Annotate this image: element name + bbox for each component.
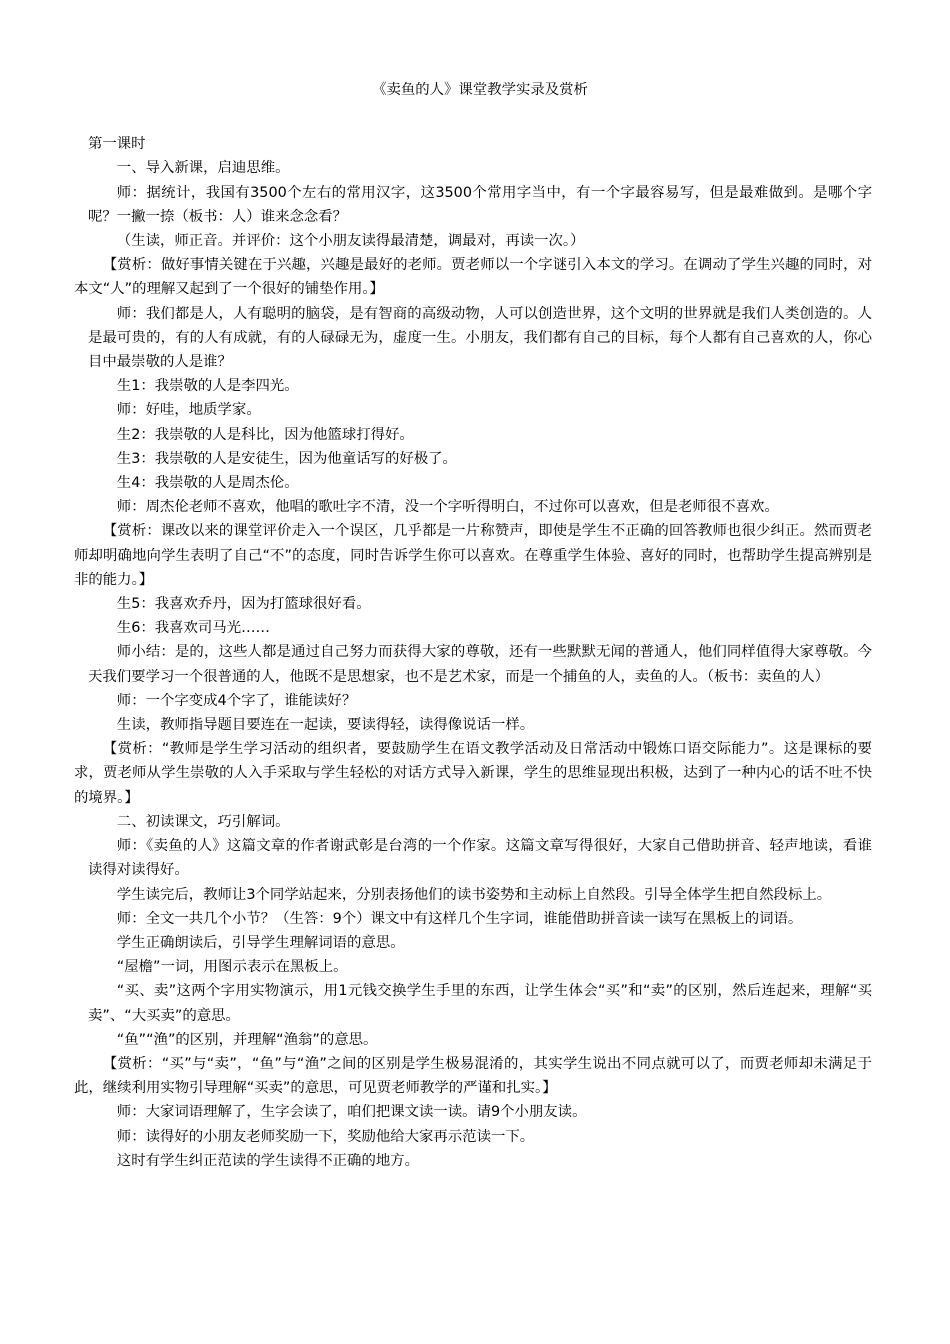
- paragraph: “买、卖”这两个字用实物演示，用1元钱交换学生手里的东西，让学生体会“买”和“卖”的区别，然后连起来，理解“买卖”、“大买卖”的意思。: [88, 983, 872, 1024]
- paragraph: 这时有学生纠正范读的学生读得不正确的地方。: [116, 1152, 420, 1169]
- paragraph: 生2：我崇敬的人是科比，因为他篮球打得好。: [116, 426, 414, 443]
- paragraph: 师：好哇，地质学家。: [116, 402, 261, 419]
- paragraph: 师：大家词语理解了，生字会读了，咱们把课文读一读。请9个小朋友读。: [116, 1104, 587, 1121]
- document-page: [74, 78, 872, 1173]
- commentary-paragraph: 【赏析：“买”与“卖”，“鱼”与“渔”之间的区别是学生极易混淆的，其实学生说出不同点就可以了，而贾老师却未满足于此，继续利用实物引导理解“买卖”的意思，可见贾老师教学的严谨和扎实。】: [74, 1055, 872, 1097]
- paragraph: 生4：我崇敬的人是周杰伦。: [116, 475, 299, 492]
- paragraph: 学生读完后，教师让3个同学站起来，分别表扬他们的读书姿势和主动标上自然段。引导全体学生把自然段标上。: [116, 886, 832, 903]
- paragraph: 生3：我崇敬的人是安徒生，因为他童话写的好极了。: [116, 450, 457, 467]
- paragraph: 师：周杰伦老师不喜欢，他唱的歌吐字不清，没一个字听得明白，不过你可以喜欢，但是老师很不喜欢。: [116, 499, 779, 516]
- commentary-paragraph: 【赏析：“教师是学生学习活动的组织者，要鼓励学生在语文教学活动及日常活动中锻炼口语交际能力”。这是课标的要求，贾老师从学生崇敬的人入手采取与学生轻松的对话方式导入新课，学生的思维显现出积极，达到了一种内心的话不吐不快的境界。】: [74, 741, 872, 806]
- paragraph: “屋檐”一词，用图示表示在黑板上。: [116, 959, 348, 976]
- paragraph: （生读，师正音。并评价：这个小朋友读得最清楚，调最对，再读一次。）: [116, 233, 585, 250]
- paragraph: 师：我们都是人，人有聪明的脑袋，是有智商的高级动物，人可以创造世界，这个文明的世界就是我们人类创造的。人是最可贵的，有的人有成就，有的人碌碌无为，虚度一生。小朋友，我们都有自己的目标，每个人都有自己喜欢的人，你心目中最崇敬的人是谁？: [88, 305, 872, 371]
- document-body: [74, 132, 872, 1173]
- document-title: 《卖鱼的人》课堂教学实录及赏析: [372, 82, 588, 98]
- paragraph: 生1：我崇敬的人是李四光。: [116, 378, 299, 395]
- paragraph: 第一课时: [88, 136, 146, 153]
- paragraph: 师：一个字变成4个字了，谁能读好？: [116, 692, 357, 709]
- paragraph: “鱼”“渔”的区别，并理解“渔翁”的意思。: [116, 1031, 378, 1048]
- paragraph: 生6：我喜欢司马光……: [116, 620, 270, 637]
- paragraph: 师：读得好的小朋友老师奖励一下，奖励他给大家再示范读一下。: [116, 1128, 535, 1145]
- paragraph: 师：据统计，我国有3500个左右的常用汉字，这3500个常用字当中，有一个字最容易写，但是最难做到。是哪个字呢？一撇一捺（板书：人）谁来念念看？: [88, 184, 872, 225]
- paragraph: 生读，教师指导题目要连在一起读，要读得轻，读得像说话一样。: [116, 717, 535, 734]
- paragraph: 师小结：是的，这些人都是通过自己努力而获得大家的尊敬，还有一些默默无闻的普通人，他们同样值得大家尊敬。今天我们要学习一个很普通的人，他既不是思想家，也不是艺术家，而是一个捕鱼的人，卖鱼的人。（板书：卖鱼的人）: [88, 644, 872, 685]
- paragraph: 学生正确朗读后，引导学生理解词语的意思。: [116, 934, 405, 951]
- paragraph: 二、初读课文，巧引解词。: [116, 813, 290, 830]
- commentary-paragraph: 【赏析：做好事情关键在于兴趣，兴趣是最好的老师。贾老师以一个字谜引入本文的学习。在调动了学生兴趣的同时，对本文“人”的理解又起到了一个很好的铺垫作用。】: [74, 257, 872, 298]
- commentary-paragraph: 【赏析：课改以来的课堂评价走入一个误区，几乎都是一片称赞声，即使是学生不正确的回答教师也很少纠正。然而贾老师却明确地向学生表明了自己“不”的态度，同时告诉学生你可以喜欢。在尊重学生体验、喜好的同时，也帮助学生提高辨别是非的能力。】: [74, 523, 872, 588]
- paragraph: 一、导入新课，启迪思维。: [116, 160, 290, 177]
- paragraph: 生5：我喜欢乔丹，因为打篮球很好看。: [116, 596, 371, 613]
- paragraph: 师：全文一共几个小节？（生答：9个）课文中有这样几个生字词，谁能借助拼音读一读写在黑板上的词语。: [116, 910, 803, 927]
- paragraph: 师：《卖鱼的人》这篇文章的作者谢武彰是台湾的一个作家。这篇文章写得很好，大家自己借助拼音、轻声地读，看谁读得对读得好。: [88, 838, 872, 879]
